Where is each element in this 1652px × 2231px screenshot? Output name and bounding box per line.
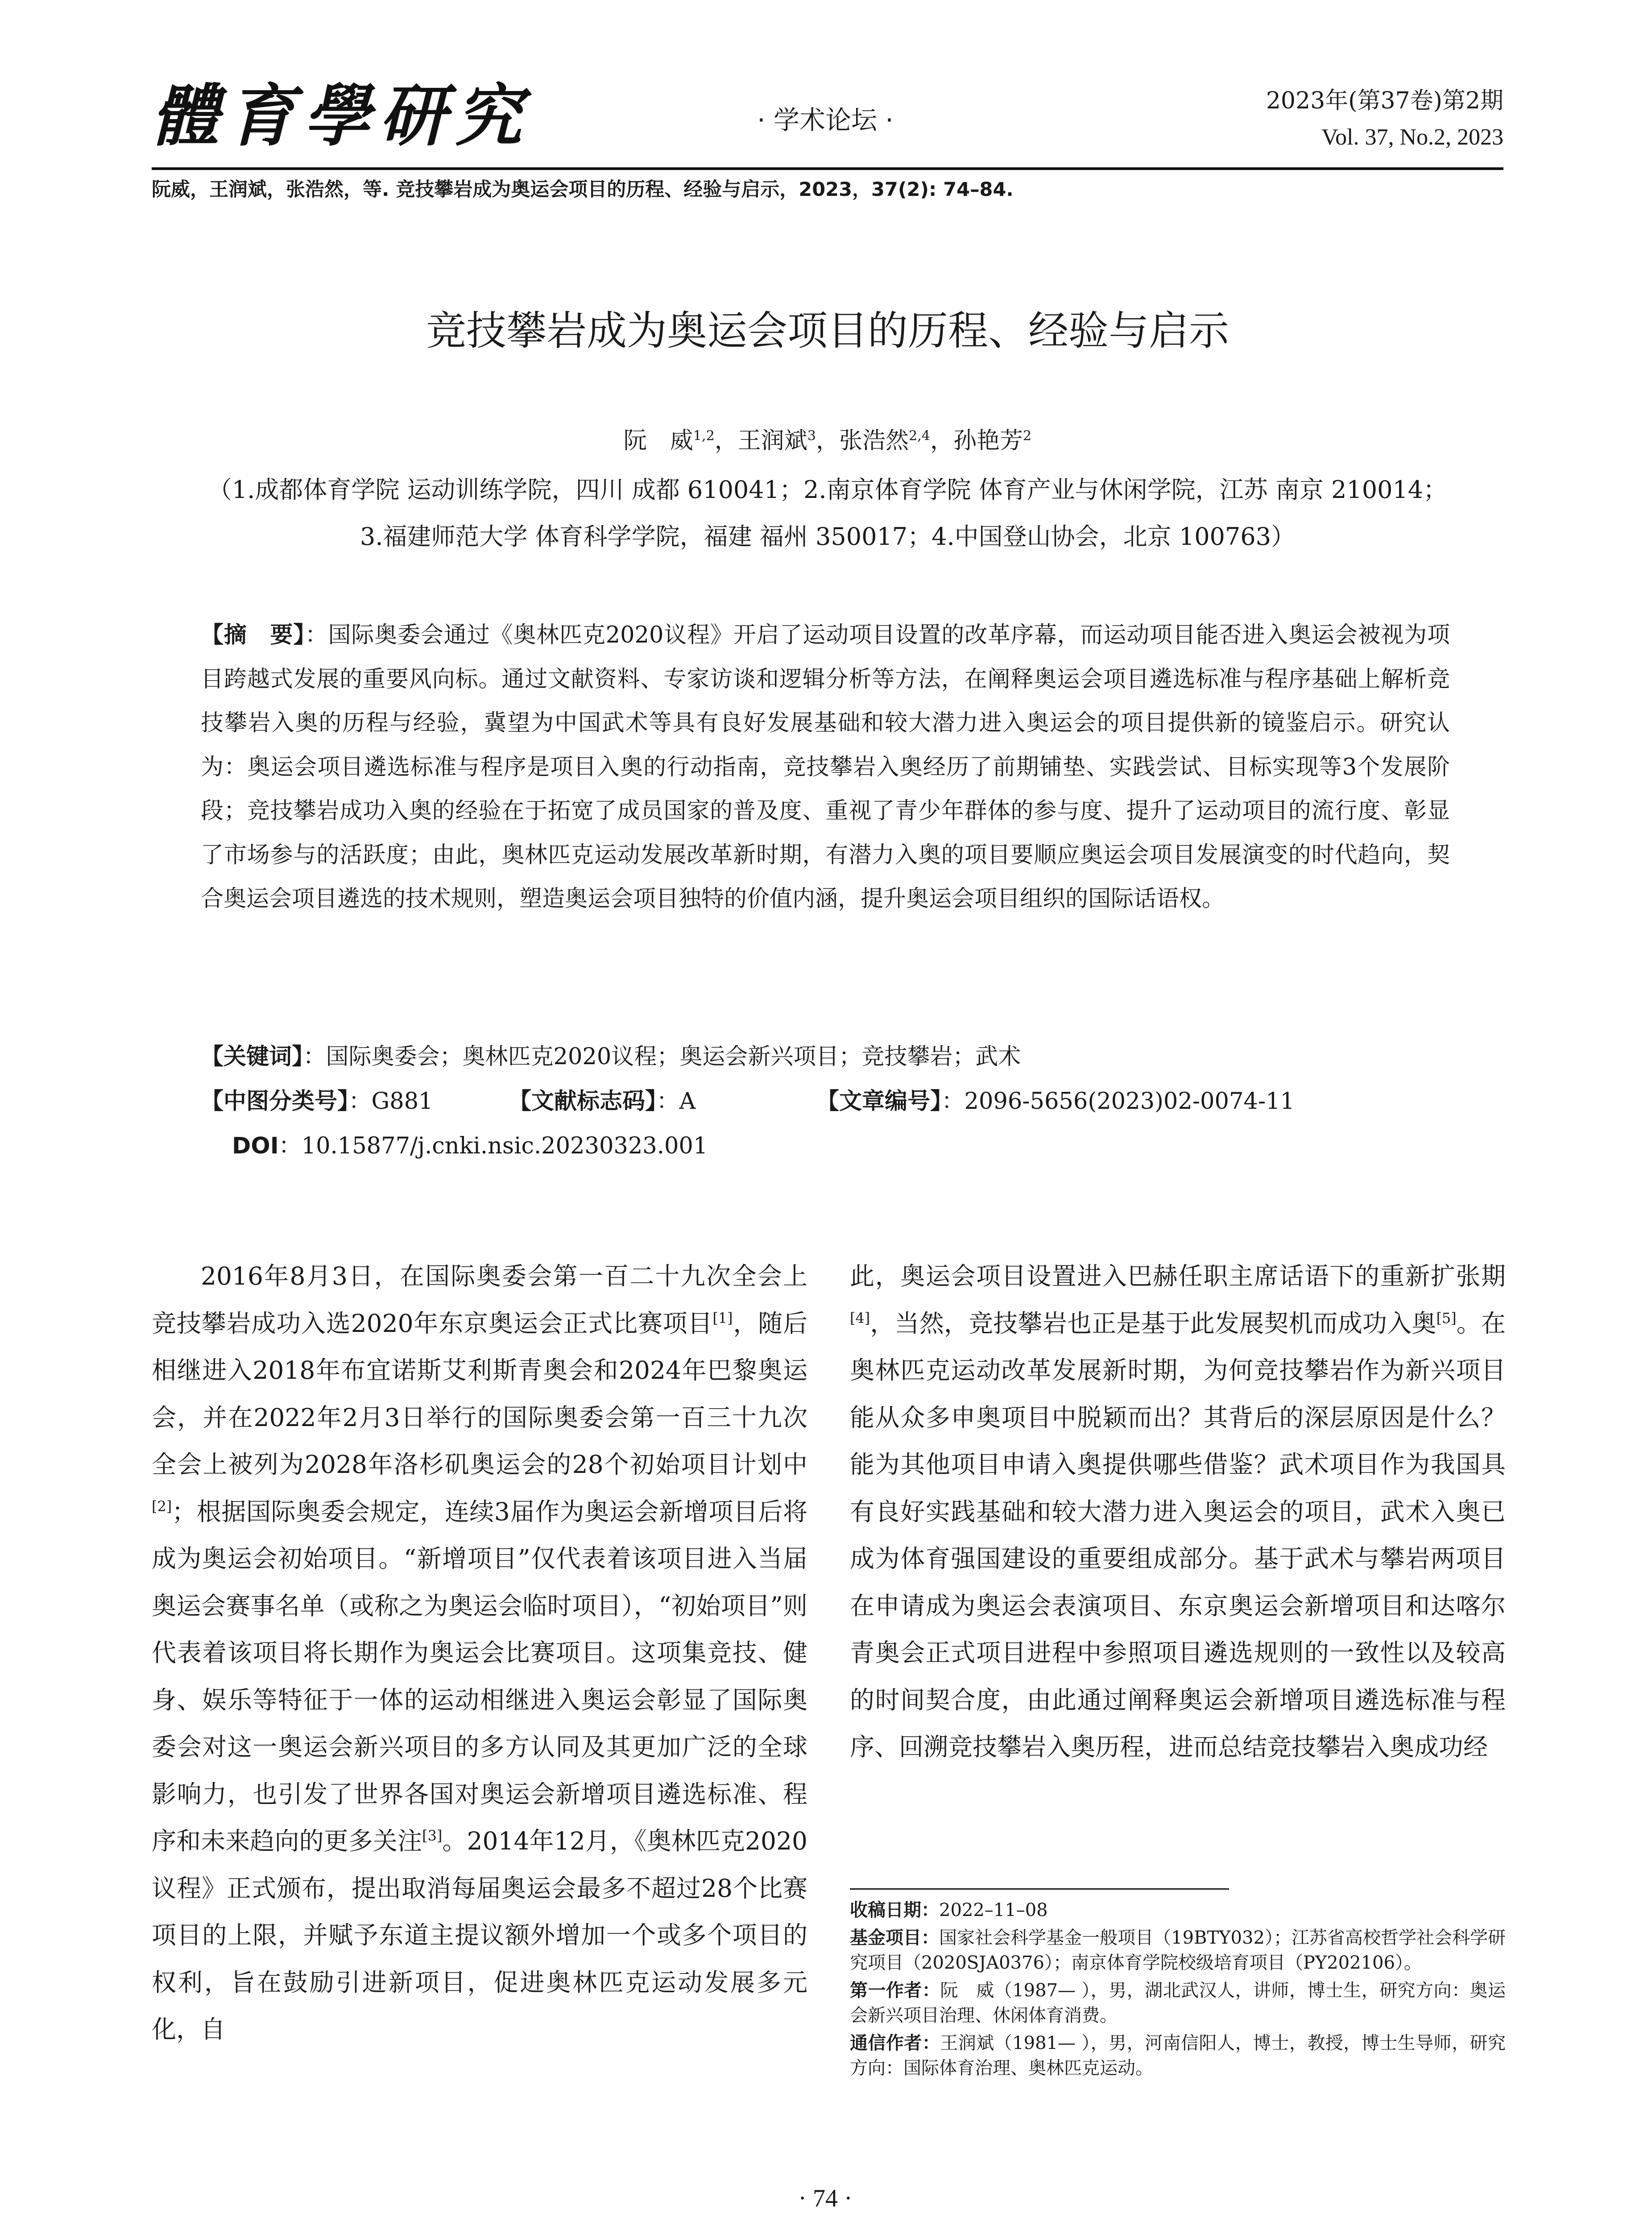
body-text: 2016年8月3日，在国际奥委会第一百二十九次全会上竞技攀岩成功入选2020年东京奥运会正式比赛项目: [152, 1262, 807, 1338]
article-number-label: 【文章编号】: [816, 1088, 942, 1115]
journal-logo: 體育學研究: [152, 77, 531, 155]
footnotes: [850, 1898, 1506, 2083]
author-name: 孙艳芳: [953, 427, 1023, 454]
reference-mark: [5]: [1436, 1309, 1457, 1327]
body-text: ；根据国际奥委会规定，连续3届作为奥运会新增项目后将成为奥运会初始项目。“新增项目”仅代表着该项目进入当届奥运会赛事名单（或称之为奥运会临时项目），“初始项目”则代表着该项目将长期作为奥运会比赛项目。这项集竞技、健身、娱乐等特征于一体的运动相继进入奥运会彰显了国际奥委会对这一奥运会新兴项目的多方认同及其更加广泛的全球影响力，也引发了世界各国对奥运会新增项目遴选标准、程序和未来趋向的更多关注: [152, 1497, 807, 1855]
author-name: 王润斌: [737, 427, 807, 454]
issue-info-en: Vol. 37, No.2, 2023: [1321, 124, 1503, 150]
body-column-right: [850, 1253, 1506, 1771]
clc-number: [201, 1088, 433, 1115]
document-code-label: 【文献标志码】: [509, 1088, 657, 1115]
doi-value: ：10.15877/j.cnki.nsic.20230323.001: [278, 1133, 708, 1159]
footnote-text: 2022–11–08: [939, 1900, 1048, 1920]
keywords-label: 【关键词】: [201, 1044, 303, 1070]
issue-info-cn: 2023年(第37卷)第2期: [1266, 87, 1503, 114]
page-number: · 74 ·: [798, 2185, 853, 2212]
abstract: [201, 614, 1450, 921]
author-name: 阮 威: [623, 427, 693, 454]
article-number-value: ：2096-5656(2023)02-0074-11: [941, 1088, 1295, 1115]
reference-mark: [3]: [422, 1827, 443, 1845]
footnote-text: 国家社会科学基金一般项目（19BTY032）；江苏省高校哲学社会科学研究项目（2020SJA0376）；南京体育学院校级培育项目（PY202106）。: [850, 1928, 1506, 1973]
footnote-corresponding-author: [850, 2031, 1506, 2081]
footnote-label: 第一作者：: [850, 1980, 940, 2001]
citation-line: 阮威，王润斌，张浩然，等. 竞技攀岩成为奥运会项目的历程、经验与启示，2023，37(2): 74–84.: [152, 178, 1014, 201]
clc-label: 【中图分类号】: [201, 1088, 349, 1115]
author-list: 阮 威$^{1,2}$，王润斌$^3$，张浩然$^{2,4}$，孙艳芳$^2$: [623, 427, 1032, 454]
affiliation-line: 3.福建师范大学 体育科学学院，福建 福州 350017；4.中国登山协会，北京 100763）: [360, 523, 1295, 551]
affiliation-line: （1.成都体育学院 运动训练学院，四川 成都 610041；2.南京体育学院 体育产业与休闲学院，江苏 南京 210014；: [207, 476, 1448, 504]
footnote-text: 阮 威（1987— ），男，湖北武汉人，讲师，博士生，研究方向：奥运会新兴项目治理、休闲体育消费。: [850, 1980, 1506, 2026]
reference-mark: [1]: [712, 1309, 733, 1327]
section-label: · 学术论坛 ·: [757, 105, 894, 135]
reference-mark: [4]: [850, 1309, 870, 1327]
body-text: 。在奥林匹克运动改革发展新时期，为何竞技攀岩作为新兴项目能从众多申奥项目中脱颖而出？其背后的深层原因是什么？能为其他项目申请入奥提供哪些借鉴？武术项目作为我国具有良好实践基础和较大潜力进入奥运会的项目，武术入奥已成为体育强国建设的重要组成部分。基于武术与攀岩两项目在申请成为奥运会表演项目、东京奥运会新增项目和达喀尔青奥会正式项目进程中参照项目遴选规则的一致性以及较高的时间契合度，由此通过阐释奥运会新增项目遴选标准与程序、回溯竞技攀岩入奥历程，进而总结竞技攀岩入奥成功经: [850, 1309, 1506, 1761]
article-number: [816, 1088, 1295, 1115]
footnote-text: 王润斌（1981— ），男，河南信阳人，博士，教授，博士生导师，研究方向：国际体育治理、奥林匹克运动。: [850, 2033, 1506, 2078]
document-code-value: ：A: [656, 1088, 696, 1115]
paper-title: 竞技攀岩成为奥运会项目的历程、经验与启示: [426, 307, 1229, 354]
abstract-label: 【摘 要】: [201, 622, 305, 648]
classification-line: [201, 1088, 1450, 1119]
footnote-label: 通信作者：: [850, 2033, 940, 2053]
author-affiliation-mark: 2,4: [909, 428, 930, 444]
footnote-rule: [850, 1888, 1229, 1890]
clc-value: ：G881: [348, 1088, 433, 1115]
body-text: 此，奥运会项目设置进入巴赫任职主席话语下的重新扩张期: [850, 1262, 1506, 1290]
doi-label: DOI: [232, 1133, 279, 1159]
author-affiliation-mark: 3: [807, 428, 816, 444]
doi: [232, 1132, 708, 1160]
author-affiliation-mark: 2: [1023, 428, 1032, 444]
author-name: 张浩然: [839, 427, 909, 454]
footnote-fund: [850, 1925, 1506, 1975]
footnote-first-author: [850, 1978, 1506, 2028]
footnote-label: 收稿日期：: [850, 1900, 939, 1920]
keywords: [201, 1043, 1021, 1070]
body-column-left: [152, 1253, 807, 2053]
abstract-text: ：国际奥委会通过《奥林匹克2020议程》开启了运动项目设置的改革序幕，而运动项目能否进入奥运会被视为项目跨越式发展的重要风向标。通过文献资料、专家访谈和逻辑分析等方法，在阐释奥运会项目遴选标准与程序基础上解析竞技攀岩入奥的历程与经验，冀望为中国武术等具有良好发展基础和较大潜力进入奥运会的项目提供新的镜鉴启示。研究认为：奥运会项目遴选标准与程序是项目入奥的行动指南，竞技攀岩入奥经历了前期铺垫、实践尝试、目标实现等3个发展阶段；竞技攀岩成功入奥的经验在于拓宽了成员国家的普及度、重视了青少年群体的参与度、提升了运动项目的流行度、彰显了市场参与的活跃度；由此，奥林匹克运动发展改革新时期，有潜力入奥的项目要顺应奥运会项目发展演变的时代趋向，契合奥运会项目遴选的技术规则，塑造奥运会项目独特的价值内涵，提升奥运会项目组织的国际话语权。: [201, 622, 1450, 912]
header-rule: [152, 167, 1503, 170]
author-affiliation-mark: 1,2: [693, 428, 715, 444]
document-code: [509, 1088, 696, 1115]
reference-mark: [2]: [152, 1497, 172, 1515]
body-text: ，随后相继进入2018年布宜诺斯艾利斯青奥会和2024年巴黎奥运会，并在2022年2月3日举行的国际奥委会第一百三十九次全会上被列为2028年洛杉矶奥运会的28个初始项目计划中: [152, 1309, 807, 1479]
body-text: ，当然，竞技攀岩也正是基于此发展契机而成功入奥: [870, 1309, 1437, 1338]
body-text: 。2014年12月，《奥林匹克2020议程》正式颁布，提出取消每届奥运会最多不超过28个比赛项目的上限，并赋予东道主提议额外增加一个或多个项目的权利，旨在鼓励引进新项目，促进奥林匹克运动发展多元化，自: [152, 1827, 807, 2044]
footnote-received: [850, 1898, 1506, 1923]
keywords-text: ：国际奥委会；奥林匹克2020议程；奥运会新兴项目；竞技攀岩；武术: [303, 1044, 1021, 1070]
footnote-label: 基金项目：: [850, 1928, 940, 1948]
